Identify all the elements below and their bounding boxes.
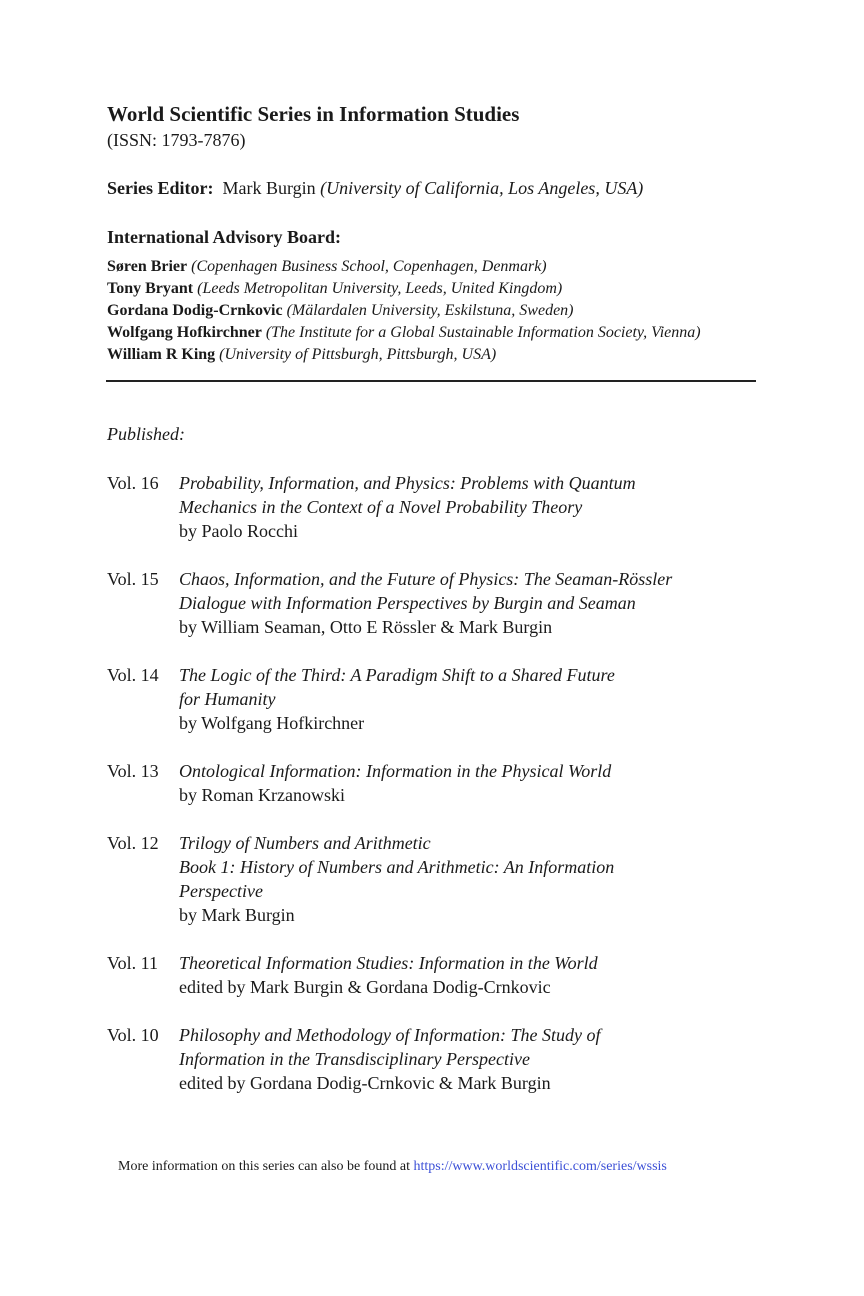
volume-number: Vol. 15	[107, 569, 159, 589]
volume-title: Ontological Information: Information in the Physical World	[179, 761, 612, 781]
volume-number: Vol. 12	[107, 833, 159, 853]
series-link[interactable]: https://www.worldscientific.com/series/wssis	[413, 1159, 667, 1174]
series-editor-affiliation: (University of California, Los Angeles, USA)	[320, 178, 644, 198]
volume-title: Dialogue with Information Perspectives by Burgin and Seaman	[179, 593, 636, 613]
volume-title: Book 1: History of Numbers and Arithmetic: An Information	[179, 857, 615, 877]
volume-number: Vol. 13	[107, 761, 159, 781]
volume-number: Vol. 14	[107, 665, 159, 685]
volume-title: Theoretical Information Studies: Information in the World	[179, 953, 598, 973]
advisory-board-list	[107, 256, 701, 366]
volume-title: for Humanity	[179, 689, 276, 709]
volume-author: by Roman Krzanowski	[179, 785, 345, 805]
volume-title: Probability, Information, and Physics: Problems with Quantum	[179, 473, 636, 493]
volume-number: Vol. 16	[107, 473, 159, 493]
volume-author: by Paolo Rocchi	[179, 521, 298, 541]
volume-title: Philosophy and Methodology of Information: The Study of	[179, 1025, 601, 1045]
series-editor-name: Mark Burgin	[222, 178, 316, 198]
volume-author: by William Seaman, Otto E Rössler & Mark Burgin	[179, 617, 553, 637]
advisory-board-title: International Advisory Board:	[107, 227, 342, 247]
board-member: William R King (University of Pittsburgh, Pittsburgh, USA)	[107, 346, 497, 363]
published-label: Published:	[107, 424, 185, 444]
volume-author: edited by Gordana Dodig-Crnkovic & Mark Burgin	[179, 1073, 551, 1093]
footer-text: More information on this series can also be found at	[118, 1159, 414, 1174]
volume-title: The Logic of the Third: A Paradigm Shift to a Shared Future	[179, 665, 615, 685]
board-member: Søren Brier (Copenhagen Business School, Copenhagen, Denmark)	[107, 258, 547, 275]
volume-author: by Mark Burgin	[179, 905, 295, 925]
footer-note	[118, 1159, 667, 1175]
volume-title: Perspective	[179, 881, 263, 901]
volume-number: Vol. 10	[107, 1025, 159, 1045]
series-title: World Scientific Series in Information Studies	[107, 102, 520, 126]
series-editor	[107, 178, 643, 199]
board-member: Gordana Dodig-Crnkovic (Mälardalen University, Eskilstuna, Sweden)	[107, 302, 574, 319]
volume-title: Chaos, Information, and the Future of Physics: The Seaman-Rössler	[179, 569, 673, 589]
board-member: Tony Bryant (Leeds Metropolitan University, Leeds, United Kingdom)	[107, 280, 563, 297]
board-member: Wolfgang Hofkirchner (The Institute for a Global Sustainable Information Society, Vienna)	[107, 324, 701, 341]
volume-title: Mechanics in the Context of a Novel Probability Theory	[179, 497, 583, 517]
volume-author: by Wolfgang Hofkirchner	[179, 713, 365, 733]
volume-author: edited by Mark Burgin & Gordana Dodig-Crnkovic	[179, 977, 551, 997]
divider-rule	[106, 380, 756, 382]
volume-number: Vol. 11	[107, 953, 159, 973]
volume-title: Information in the Transdisciplinary Perspective	[179, 1049, 530, 1069]
issn: (ISSN: 1793-7876)	[107, 130, 246, 150]
volume-title: Trilogy of Numbers and Arithmetic	[179, 833, 431, 853]
series-editor-label: Series Editor:	[107, 178, 214, 198]
